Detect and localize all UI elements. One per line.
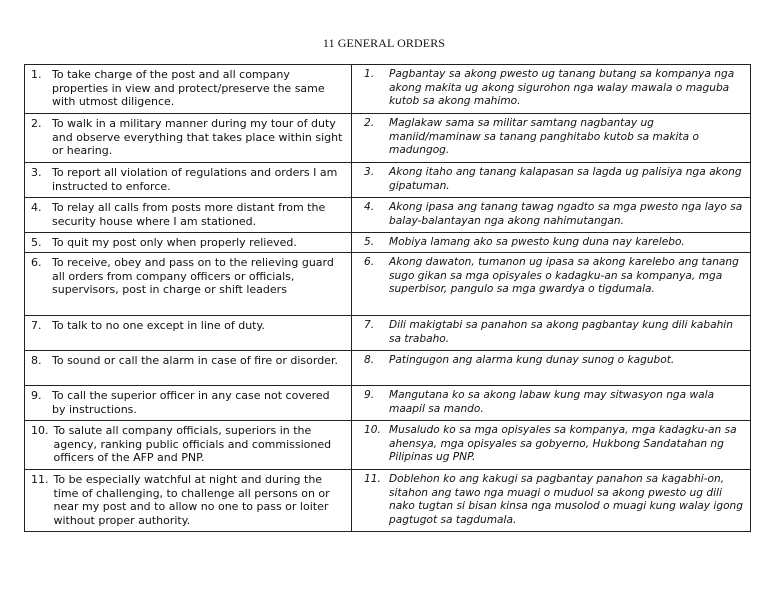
table-row bbox=[25, 351, 751, 386]
english-order-text: To be especially watchful at night and during the time of challenging, to challenge all persons on or near my post and to allow no one to pass or loiter without proper authority. bbox=[53, 473, 330, 527]
english-order-text: To receive, obey and pass on to the relieving guard all orders from company officers or officials, supervisors, post in charge or shift leaders bbox=[52, 256, 334, 296]
item-number: 1. bbox=[31, 68, 42, 81]
item-number: 4. bbox=[31, 201, 42, 214]
item-number: 7. bbox=[364, 319, 375, 331]
item-number: 3. bbox=[31, 166, 42, 179]
english-order-text: To sound or call the alarm in case of fire or disorder. bbox=[52, 354, 338, 367]
cebuano-cell bbox=[352, 163, 751, 198]
english-order-text: To salute all company officials, superiors in the agency, ranking public officials and commissioned officers of the AFP and PNP. bbox=[53, 424, 332, 464]
item-number: 11. bbox=[31, 473, 49, 486]
cebuano-order-text: Mobiya lamang ako sa pwesto kung duna nay karelebo. bbox=[389, 236, 685, 248]
cebuano-order-text: Mangutana ko sa akong labaw kung may sitwasyon nga wala maapil sa mando. bbox=[389, 389, 715, 415]
cebuano-cell bbox=[352, 114, 751, 163]
english-order-text: To take charge of the post and all company properties in view and protect/preserve the same with utmost diligence. bbox=[52, 68, 325, 108]
item-number: 11. bbox=[364, 473, 381, 485]
table-row bbox=[25, 114, 751, 163]
item-number: 9. bbox=[364, 389, 375, 401]
english-cell bbox=[25, 421, 352, 470]
english-cell bbox=[25, 114, 352, 163]
table-row bbox=[25, 386, 751, 421]
cebuano-cell bbox=[352, 198, 751, 233]
english-cell bbox=[25, 198, 352, 233]
table-row bbox=[25, 421, 751, 470]
cebuano-order-text: Doblehon ko ang kakugi sa pagbantay panahon sa kagabhi-on, sitahon ang tawo nga muagi o muduol sa akong pwesto ug dili nako tugtan si bisan kinsa nga musolod o muagi kung walay igong pagtugot sa tagdumala. bbox=[389, 473, 744, 526]
item-number: 5. bbox=[364, 236, 375, 248]
english-cell bbox=[25, 233, 352, 253]
item-number: 6. bbox=[364, 256, 375, 268]
english-order-text: To walk in a military manner during my tour of duty and observe everything that takes place within sight or hearing. bbox=[52, 117, 343, 157]
cebuano-order-text: Akong dawaton, tumanon ug ipasa sa akong karelebo ang tanang sugo gikan sa mga opisyales o kadagku-an sa kompanya, mga superbisor, pangulo sa mga gwardya o tigdumala. bbox=[389, 256, 739, 295]
english-cell bbox=[25, 386, 352, 421]
cebuano-cell bbox=[352, 470, 751, 532]
cebuano-cell bbox=[352, 233, 751, 253]
cebuano-cell bbox=[352, 386, 751, 421]
english-order-text: To relay all calls from posts more distant from the security house where I am stationed. bbox=[52, 201, 326, 228]
cebuano-order-text: Patingugon ang alarma kung dunay sunog o kagubot. bbox=[389, 354, 675, 366]
english-cell bbox=[25, 470, 352, 532]
cebuano-order-text: Akong itaho ang tanang kalapasan sa lagda ug palisiya nga akong gipatuman. bbox=[389, 166, 742, 192]
cebuano-order-text: Dili makigtabi sa panahon sa akong pagbantay kung dili kabahin sa trabaho. bbox=[389, 319, 733, 345]
english-order-text: To talk to no one except in line of duty. bbox=[52, 319, 265, 332]
table-row bbox=[25, 65, 751, 114]
item-number: 7. bbox=[31, 319, 42, 332]
cebuano-cell bbox=[352, 351, 751, 386]
item-number: 2. bbox=[364, 117, 375, 129]
item-number: 1. bbox=[364, 68, 375, 80]
english-cell bbox=[25, 253, 352, 316]
item-number: 8. bbox=[364, 354, 375, 366]
cebuano-order-text: Musaludo ko sa mga opisyales sa kompanya, mga kadagku-an sa ahensya, mga opisyales sa gobyerno, Hukbong Sandatahan ng Pilipinas ug PNP. bbox=[389, 424, 737, 463]
table-row bbox=[25, 163, 751, 198]
cebuano-cell bbox=[352, 253, 751, 316]
table-row bbox=[25, 470, 751, 532]
english-cell bbox=[25, 316, 352, 351]
item-number: 6. bbox=[31, 256, 42, 269]
cebuano-order-text: Pagbantay sa akong pwesto ug tanang butang sa kompanya nga akong makita ug akong sigurohon nga walay mawala o maguba kutob sa akong mahimo. bbox=[389, 68, 735, 107]
item-number: 8. bbox=[31, 354, 42, 367]
item-number: 3. bbox=[364, 166, 375, 178]
english-cell bbox=[25, 163, 352, 198]
cebuano-cell bbox=[352, 421, 751, 470]
english-order-text: To call the superior officer in any case not covered by instructions. bbox=[52, 389, 330, 416]
item-number: 10. bbox=[364, 424, 381, 436]
english-cell bbox=[25, 65, 352, 114]
page-title: 11 GENERAL ORDERS bbox=[322, 36, 446, 50]
english-cell bbox=[25, 351, 352, 386]
table-row bbox=[25, 316, 751, 351]
item-number: 5. bbox=[31, 236, 42, 249]
english-order-text: To quit my post only when properly relieved. bbox=[52, 236, 297, 249]
table-row bbox=[25, 253, 751, 316]
table-row bbox=[25, 233, 751, 253]
item-number: 2. bbox=[31, 117, 42, 130]
cebuano-order-text: Akong ipasa ang tanang tawag ngadto sa mga pwesto nga layo sa balay-balantayan nga akong nahimutangan. bbox=[389, 201, 743, 227]
table-row bbox=[25, 198, 751, 233]
item-number: 10. bbox=[31, 424, 49, 437]
cebuano-order-text: Maglakaw sama sa militar samtang nagbantay ug maniid/maminaw sa tanang panghitabo kutob sa makita o madungog. bbox=[389, 117, 699, 156]
cebuano-cell bbox=[352, 316, 751, 351]
general-orders-table bbox=[24, 64, 751, 532]
english-order-text: To report all violation of regulations and orders I am instructed to enforce. bbox=[52, 166, 338, 193]
item-number: 4. bbox=[364, 201, 375, 213]
item-number: 9. bbox=[31, 389, 42, 402]
cebuano-cell bbox=[352, 65, 751, 114]
